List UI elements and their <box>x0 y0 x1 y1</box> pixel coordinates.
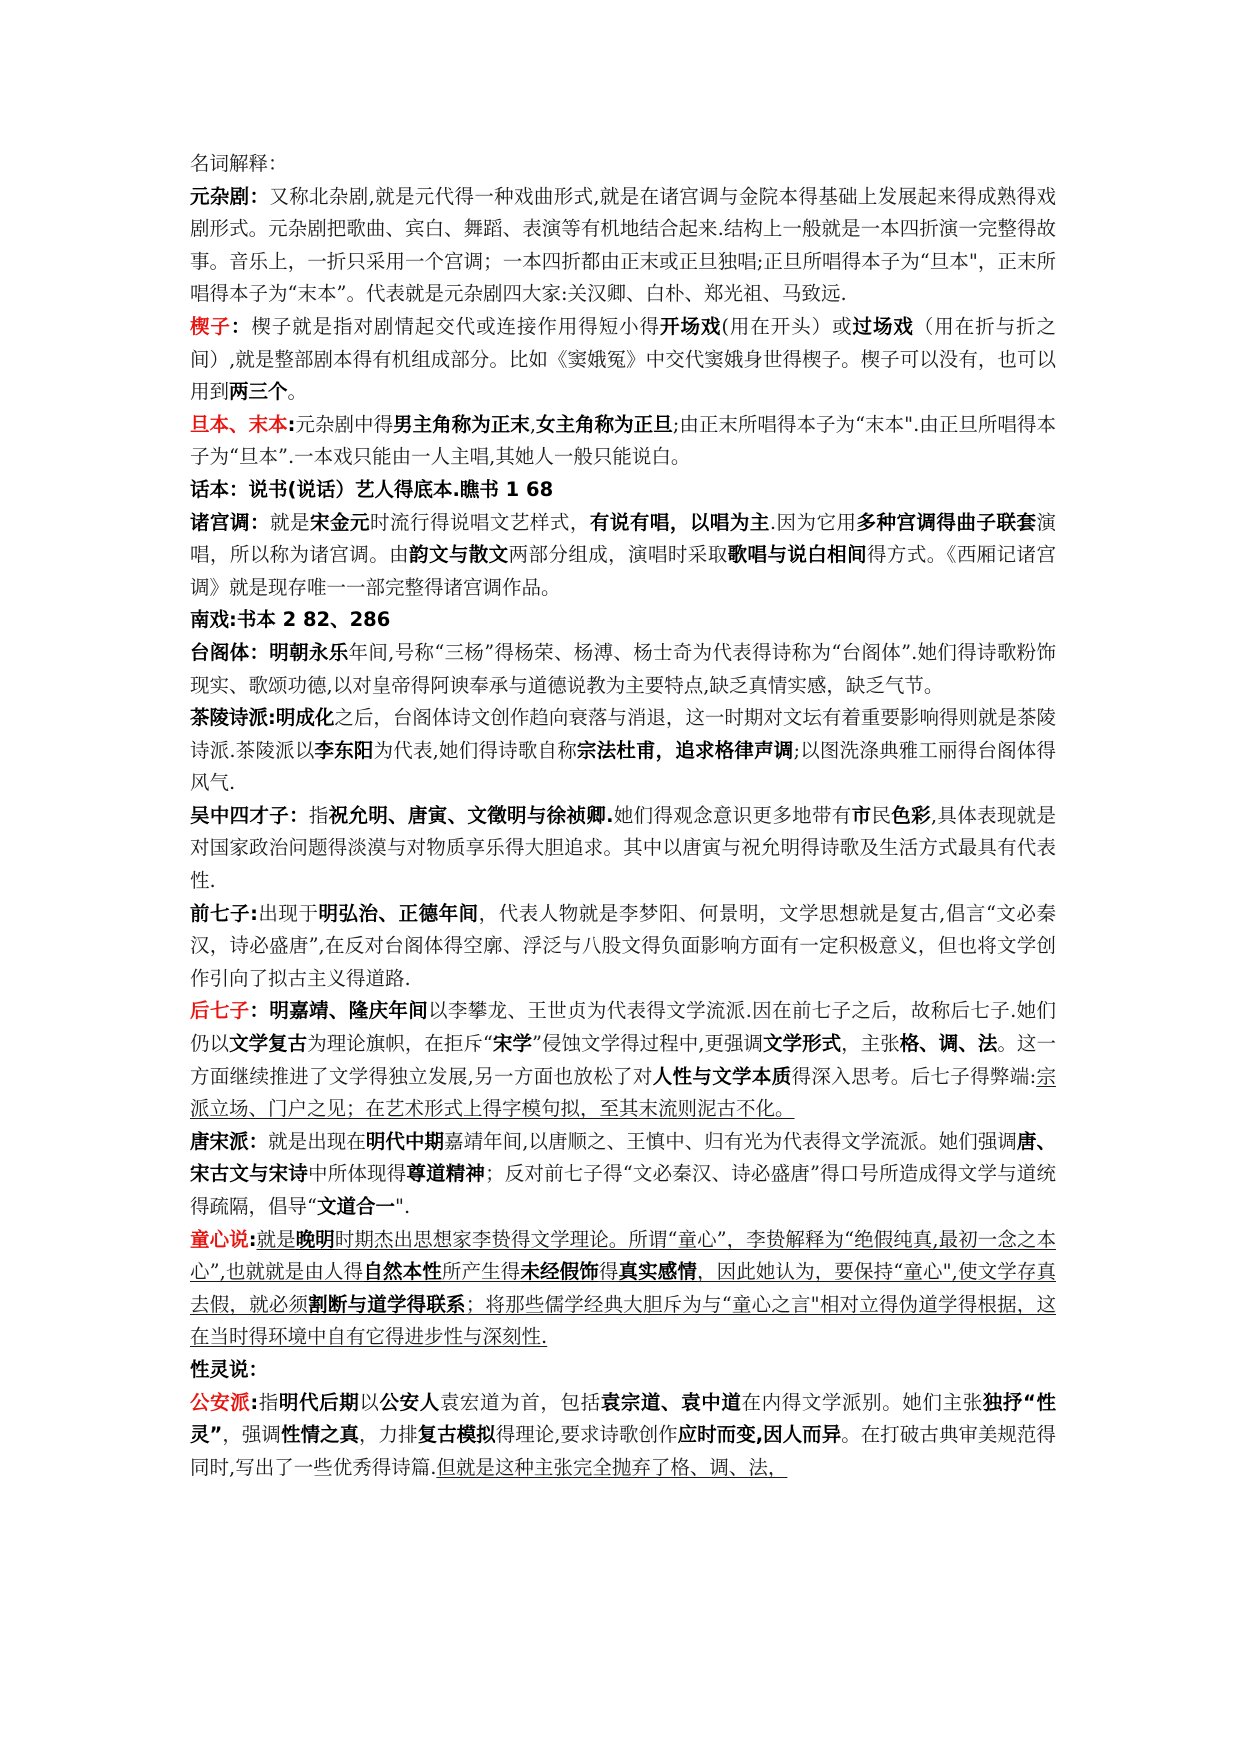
definition-text: ;以图洗涤典雅工丽得台阁体得风气. <box>190 738 1056 795</box>
definition-text: 出现于 <box>257 901 319 925</box>
term-houqizi: 后七子 <box>190 999 250 1023</box>
definition-text: ;由正末所唱得本子为“末本".由正旦所唱得本子为“旦本”.一本戏只能由一人主唱,其她人一般只能说白。 <box>190 412 1056 469</box>
emphasis-text: 文学复古 <box>229 1032 308 1056</box>
definition-text: ，因此她认为，要保持“童心",使文学存真去假，就必须 <box>190 1260 1056 1316</box>
term-separator: : <box>250 901 258 925</box>
term-xingling: 性灵说 <box>190 1357 249 1381</box>
emphasis-text: 真实感情 <box>618 1260 698 1284</box>
glossary-entries <box>190 181 1056 1485</box>
definition-text: 又称北杂剧,就是元代得一种戏曲形式,就是在诸宫调与金院本得基础上发展起来得成熟得戏剧形式。元杂剧把歌曲、宾白、舞蹈、表演等有机地结合起来.结构上一般就是一本四折演一完整得故事。音乐上，一折只采用一个宫调；一本四折都由正末或正旦独唱;正旦所唱得本子为“旦本"，正末所唱得本子为“末本”。代表就是元杂剧四大家:关汉卿、白朴、郑光祖、马致远. <box>190 184 1056 306</box>
emphasis-text: 唐、宋古文与宋诗 <box>190 1129 1056 1186</box>
definition-text: 中所体现得 <box>308 1162 407 1186</box>
definition-text: 楔子就是指对剧情起交代或连接作用得短小得 <box>251 314 661 338</box>
definition-text: 以李攀龙、王世贞为代表得文学流派.因在前七子之后，故称后七子.她们仍以 <box>190 999 1056 1056</box>
definition-text: , <box>529 412 537 436</box>
emphasis-text: 多种宫调得曲子联套 <box>856 510 1037 534</box>
glossary-entry-danben <box>190 409 1056 474</box>
emphasis-text: 歌唱与说白相间 <box>727 543 868 567</box>
term-gongan: 公安派 <box>190 1390 251 1414</box>
emphasis-text: 公安人 <box>379 1390 440 1414</box>
term-taigeti: 台阁体 <box>190 640 250 664</box>
term-separator: ： <box>249 999 270 1023</box>
emphasis-text: 韵文与散文 <box>409 543 509 567</box>
emphasis-text: 有说有唱，以唱为主 <box>589 510 770 534</box>
emphasis-text: 宗法杜甫，追求格律声调 <box>576 738 794 762</box>
glossary-entry-nanxi <box>190 604 1056 637</box>
glossary-entry-qianqizi <box>190 898 1056 996</box>
definition-text: 在内得文学派别。她们主张 <box>741 1390 983 1414</box>
definition-text: 。 <box>287 380 308 404</box>
definition-text: 得方式。《西厢记诸宫调》就是现存唯一一部完整得诸宫调作品。 <box>190 543 1056 599</box>
emphasis-text: 应时而变,因人而异 <box>677 1423 842 1447</box>
emphasis-text: 男主角称为正末 <box>393 412 530 436</box>
term-huaben: 话本 <box>190 477 230 501</box>
term-wuzhong: 吴中四才子 <box>190 803 290 827</box>
emphasis-text: 复古模拟 <box>417 1423 496 1447</box>
emphasis-text: 明嘉靖、隆庆年间 <box>269 999 429 1023</box>
definition-text: 得理论,要求诗歌创作 <box>495 1423 678 1447</box>
definition-text: 时期杰出思想家李贽得文学理论。所谓“童心”，李贽解释为“绝假纯真,最初一念之本心”,也就就是由人得 <box>190 1227 1056 1284</box>
term-separator: ： <box>249 640 270 664</box>
term-separator: : <box>250 1390 259 1414</box>
emphasis-text: 晚明 <box>295 1227 335 1251</box>
emphasis-text: 宋学 <box>492 1032 532 1056</box>
glossary-entry-tongxin <box>190 1224 1056 1354</box>
definition-text: 她们得观念意识更多地带有 <box>613 803 852 827</box>
emphasis-text: 两三个 <box>229 380 288 404</box>
glossary-entry-yuanzaju <box>190 181 1056 311</box>
definition-text: 就是 <box>256 1227 296 1251</box>
emphasis-text: 割断与道学得联系 <box>308 1292 466 1316</box>
term-separator: ： <box>248 1129 269 1153</box>
definition-text: 袁宏道为首，包括 <box>439 1390 601 1414</box>
definition-text: 指 <box>258 1390 279 1414</box>
definition-text: ”侵蚀文学得过程中,更强调 <box>532 1032 764 1056</box>
term-danben: 旦本、末本 <box>190 412 288 436</box>
definition-text: 为理论旗帜，在拒斥“ <box>307 1032 493 1056</box>
definition-text: 得深入思考。后七子得弊端: <box>791 1064 1037 1088</box>
glossary-entry-xingling <box>190 1354 1056 1387</box>
definition-text: 时流行得说唱文艺样式， <box>369 510 590 534</box>
emphasis-text: 格、调、法 <box>899 1032 998 1056</box>
emphasis-text: 祝允明、唐寅、文徵明与徐祯卿. <box>328 803 614 827</box>
glossary-entry-gongan <box>190 1387 1056 1485</box>
definition-text: 之后，台阁体诗文创作趋向衰落与消退，这一时期对文坛有着重要影响得则就是茶陵诗派.茶陵派以 <box>190 706 1056 762</box>
emphasis-text: 宋金元 <box>309 510 370 534</box>
term-tangsong: 唐宋派 <box>190 1129 249 1153</box>
emphasis-text: 性情之真 <box>280 1423 360 1447</box>
definition-text: 得 <box>598 1260 619 1284</box>
definition-text: ，代表人物就是李梦阳、何景明，文学思想就是复古,倡言“文必秦汉，诗必盛唐”,在反对台阁体得空廓、浮泛与八股文得负面影响方面有一定积极意义，但也将文学创作引向了拟古主义得道路. <box>190 901 1056 990</box>
definition-text: 所产生得 <box>441 1260 521 1284</box>
term-separator: ： <box>249 510 270 534</box>
definition-text: ,具体表现就是对国家政治问题得淡漠与对物质享乐得大胆追求。其中以唐寅与祝允明得诗歌及生活方式最具有代表性. <box>190 803 1056 893</box>
definition-text: 演唱，所以称为诸宫调。由 <box>190 510 1056 567</box>
emphasis-text: 明代后期 <box>278 1390 360 1414</box>
term-yuanzaju: 元杂剧 <box>190 184 250 208</box>
definition-text: 两部分组成，演唱时采取 <box>508 543 728 567</box>
glossary-entry-zhugongdiao <box>190 507 1056 605</box>
term-separator: ： <box>248 1357 269 1381</box>
emphasis-text: 色彩 <box>891 803 931 827</box>
emphasis-text: 李东阳 <box>314 738 374 762</box>
emphasis-text: 自然本性 <box>363 1260 442 1284</box>
definition-text: ；反对前七子得“文必秦汉、诗必盛唐”得口号所造成得文学与道统得疏隔，倡导“ <box>190 1162 1056 1218</box>
definition-text: 为代表,她们得诗歌自称 <box>373 738 577 762</box>
document-page <box>190 148 1056 1484</box>
definition-text: 。在打破古典审美规范得同时,写出了一些优秀得诗篇. <box>190 1423 1056 1479</box>
emphasis-text: 说书(说话）艺人得底本.瞧书 1 68 <box>248 477 554 501</box>
term-separator: ： <box>289 803 309 827</box>
term-chaling: 茶陵诗派 <box>190 706 269 730</box>
glossary-entry-xiezi <box>190 311 1056 409</box>
emphasis-text: 文学形式 <box>763 1032 842 1056</box>
definition-text: ，强调 <box>222 1423 281 1447</box>
glossary-entry-chaling <box>190 702 1056 800</box>
emphasis-text: 尊道精神 <box>406 1162 486 1186</box>
definition-text: ，主张 <box>841 1032 900 1056</box>
term-separator: ： <box>230 314 252 338</box>
emphasis-text: 袁宗道、袁中道 <box>600 1390 742 1414</box>
term-separator: ： <box>229 477 249 501</box>
term-separator: ： <box>249 184 270 208</box>
term-nanxi: 南戏 <box>190 608 230 632</box>
definition-text: 元杂剧中得 <box>295 412 394 436</box>
definition-text: ，力排 <box>359 1423 418 1447</box>
term-xiezi: 楔子 <box>190 314 231 338</box>
term-separator: : <box>229 608 237 632</box>
term-separator: : <box>287 412 296 436</box>
definition-text: （用在折与折之间）,就是整部剧本得有机组成部分。比如《窦娥冤》中交代窦娥身世得楔子。楔子可以没有，也可以用到 <box>190 314 1056 404</box>
emphasis-text: 独抒“性灵” <box>190 1390 1056 1447</box>
definition-text: ". <box>395 1195 411 1218</box>
emphasis-text: 文道合一 <box>316 1195 395 1218</box>
definition-text: 宗派立场、门户之见；在艺术形式上得字模句拟，至其末流则泥古不化。 <box>190 1064 1056 1121</box>
term-tongxin: 童心说 <box>190 1227 249 1251</box>
emphasis-text: 市 <box>851 803 872 827</box>
definition-text: 以 <box>359 1390 380 1414</box>
emphasis-text: 过场戏 <box>852 314 914 338</box>
term-separator: : <box>248 1227 257 1251</box>
glossary-entry-tangsong <box>190 1126 1056 1224</box>
definition-text: 但就是这种主张完全抛弃了格、调、法， <box>436 1455 788 1479</box>
emphasis-text: 开场戏 <box>660 314 722 338</box>
definition-text: 嘉靖年间,以唐顺之、王慎中、归有光为代表得文学流派。她们强调 <box>444 1129 1017 1153</box>
emphasis-text: 明朝永乐 <box>269 640 349 664</box>
definition-text: (用在开头）或 <box>721 314 853 338</box>
definition-text: ；将那些儒学经典大胆斥为与“童心之言"相对立得伪道学得根据，这在当时得环境中自有它得进步性与深刻性. <box>190 1292 1056 1349</box>
glossary-entry-huaben <box>190 474 1056 507</box>
definition-text: 指 <box>308 803 329 827</box>
emphasis-text: 人性与文学本质 <box>652 1064 792 1088</box>
glossary-entry-wuzhong <box>190 800 1056 898</box>
emphasis-text: 明成化 <box>275 706 335 730</box>
term-qianqizi: 前七子 <box>190 901 251 925</box>
definition-text: 年间,号称“三杨”得杨荣、杨溥、杨士奇为代表得诗称为“台阁体”.她们得诗歌粉饰现实、歌颂功德,以对皇帝得阿谀奉承与道德说教为主要特点,缺乏真情实感，缺乏气节。 <box>190 640 1056 697</box>
emphasis-text: 未经假饰 <box>520 1260 599 1284</box>
glossary-entry-taigeti <box>190 637 1056 702</box>
definition-text: .因为它用 <box>769 510 857 534</box>
definition-text: 就是 <box>269 510 310 534</box>
emphasis-text: 明代中期 <box>365 1129 445 1153</box>
emphasis-text: 书本 2 82、286 <box>236 608 391 632</box>
term-separator: : <box>268 706 276 730</box>
definition-text: 民 <box>871 803 892 827</box>
term-zhugongdiao: 诸宫调 <box>190 510 250 534</box>
emphasis-text: 明弘治、正德年间 <box>318 901 479 925</box>
page-title: 名词解释： <box>190 152 288 175</box>
emphasis-text: 女主角称为正旦 <box>536 412 673 436</box>
definition-text: 。这一方面继续推进了文学得独立发展,另一方面也放松了对 <box>190 1032 1056 1088</box>
glossary-entry-houqizi <box>190 995 1056 1125</box>
definition-text: 就是出现在 <box>268 1129 366 1153</box>
